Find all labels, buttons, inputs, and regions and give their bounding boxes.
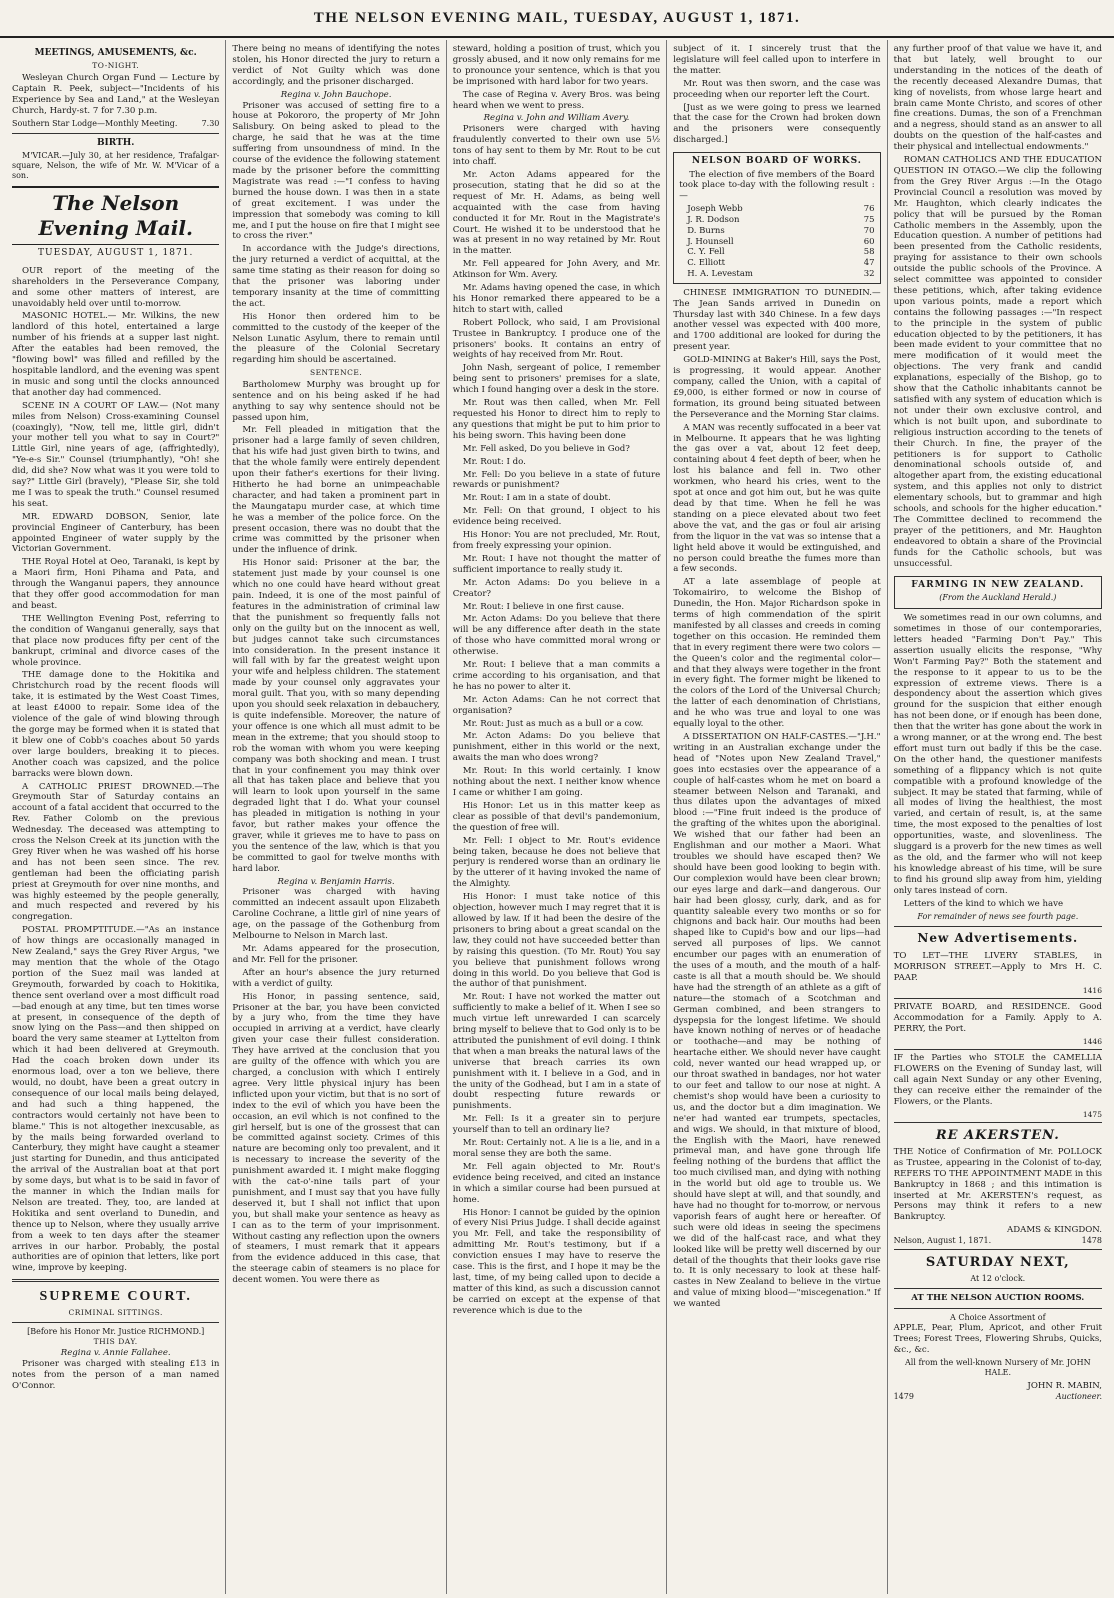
article-paragraph: Mr. Acton Adams: Do you believe in a Creator? <box>452 577 661 599</box>
article-paragraph: Mr. Acton Adams: Do you believe that punishment, either in this world or the next, awaits the man who does wrong? <box>452 731 661 764</box>
ad-role: Auctioneer. <box>1055 1391 1102 1401</box>
vote-count: 75 <box>863 215 875 226</box>
article-paragraph: MR. EDWARD DOBSON, Senior, late provincial Engineer of Canterbury, has been appointed Engineer of water supply by the Victorian Government. <box>12 511 220 555</box>
ad-footer <box>894 1392 1102 1402</box>
farming-heading: FARMING IN NEW ZEALAND. <box>911 579 1085 590</box>
article-paragraph: Bartholomew Murphy was brought up for sentence and on his being asked if he had anything to say why sentence should not be passed upon him, <box>232 379 440 423</box>
vote-count: 60 <box>863 236 875 247</box>
article-paragraph: His Honor: You are not precluded, Mr. Rout, from freely expressing your opinion. <box>452 530 661 551</box>
ad-text: PRIVATE BOARD, and RESIDENCE. Good Accommodation for a Family. Apply to A. PERRY, the Port. <box>893 1002 1102 1034</box>
article-paragraph: Prisoner was charged with having committed an indecent assault upon Elizabeth Caroline Cochrane, a little girl of nine years of age, on the passage of the Gothenburg from Melbourne to Nelson in March last. <box>232 887 440 942</box>
ad-place: AT THE NELSON AUCTION ROOMS. <box>911 1293 1085 1304</box>
article-paragraph: OUR report of the meeting of the shareholders in the Perseverance Company, and some other matters of interest, are unavoidably held over until to-morrow. <box>12 265 220 309</box>
criminal-sittings-label: CRIMINAL SITTINGS. <box>68 1308 163 1318</box>
case-title: Regina v. Benjamin Harris. <box>277 876 395 887</box>
article-paragraph: POSTAL PROMPTITUDE.—"As an instance of how things are occasionally managed in New Zealand," says the Grey River Argus, "we may mention that the whole of the Otago portion of the Suez mail was landed at Greymouth, forwarded by coach to Hokitika, thence sent overland over a most difficult road—bad enough at any time, but ten times worse at present, in consequence of the depth of snow lying on the Pass—and then shipped on board the very same steamer at Lyttelton from which it had been delivered at Greymouth. Had the coach broken down under its enormous load, over a ton we believe, there would, no doubt, have been a great outcry in consequence of our local mails being delayed, and had such a thing happened, the contractors would certainly not have been to blame." This is not altogether inexcusable, as by the mails being forwarded overland to Canterbury, they might have caught a steamer just starting for Dunedin, and thus anticipated the arrival of the Australian boat at that port by some days, but what is to be said in favor of the manner in which the Indian mails for Nelson are treated. They, too, are landed at Hokitika and sent overland to Dunedin, and thence up to Nelson, where they usually arrive from a week to ten days after the steamer arrives in our harbor. Probably, the postal authorities are of opinion that letters, like port wine, improve by keeping. <box>12 925 220 1274</box>
article-paragraph: Mr. Fell appeared for John Avery, and Mr. Atkinson for Wm. Avery. <box>452 259 661 281</box>
article-paragraph: Mr. Rout: Just as much as a bull or a cow. <box>462 718 644 729</box>
article-paragraph: Prisoner was charged with stealing £13 in notes from the person of a man named O'Connor. <box>12 1359 220 1391</box>
article-paragraph: His Honor, in passing sentence, said, Prisoner at the bar, you have been convicted by a jury who, from the time they have occupied in arriving at a verdict, have clearly given your case their fullest consideration. They have arrived at the conclusion that you are guilty of the offence with which you are charged, a conclusion with which I entirely agree. Very little physical injury has been inflicted upon your victim, but that is no sort of index to the evil of which you have been the occasion, an evil which is not confined to the girl herself, but is one of the grossest that can be committed against society. Crimes of this nature are becoming only too prevalent, and it is necessary to increase the severity of the punishment awarded it. I might make flogging with the cat-o'-nine tails part of your punishment, and I must say that you have fully deserved it, but I shall not inflict that upon you, but shall make your sentence as heavy as I can as to the term of your imprisonment. Without casting any reflection upon the owners of steamers, I must remark that it appears from the evidence adduced in this case, that the steerage cabin of steamers is no place for decent women. You were there as <box>232 991 440 1286</box>
result-row <box>687 247 874 258</box>
candidate-name: J. R. Dodson <box>687 215 740 226</box>
ad-number: 1475 <box>1082 1109 1102 1119</box>
article-paragraph: A DISSERTATION ON HALF-CASTES.—"J.H." writing in an Australian exchange under the head of "Notes upon New Zealand Travel," goes into ecstasies over the appearance of a couple of half-castes whom he met on board a steamer between Nelson and Taranaki, and thus dilates upon the advantages of mixed blood :—"Fine fruit indeed is the produce of the grafting of the whites upon the aboriginal. We wished that our father had been an Englishman and our mother a Maori. What troubles we should have escaped then? We should have been good looking to begin with. Our complexion would have been clear brown; our eyes large and dark—and dangerous. Our hair had been glossy, curly, dark, and as for quantity saleable every two months or so for chignons and back hair. Our mouths had been shaped like to Cupid's bow and our lips—had served all purposes of lips. We cannot encumber our pages with an enumeration of the uses of a mouth, and the mouth of a half-caste is all that a mouth should be. We should have had the strength of an athlete as a gift of nature—the stomach of a Scotchman and German combined, and been strangers to dyspepsia for the longest lifetime. We should have known nothing of nerves or of headache or toothache—and may be nothing of heartache either. We should never have caught cold, never wanted our head wrapped up, or our throat swathed in bandages, nor hot water to our feet and tallow to our nose at night. A chemist's shop would have been a curiosity to us, and the doctor but a dim imagination. We ne'er had wanted ear trumpets, spectacles, and wigs. We should, in that mixture of blood, the English with the Maori, have renewed primeval man, and have gone through life feeling nothing of the burdens that afflict the too much civilised man, and dying with nothing in the world but old age to trouble us. We should have slept at will, and that soundly, and have had no thought for to-morrow, or nervous vaporish fears of aught here or hereafter. Of such were old ideas in seeing the specimens we did of the half-cast race, and what they looked like will be pretty well discerned by our detail of the thoughts that their looks gave rise to. It is only necessary to look at these half-castes in New Zealand to believe in the virtue and value of mixing blood—"miscegenation." If we wanted <box>673 732 881 1310</box>
column-5 <box>888 40 1108 1594</box>
article-paragraph: THE damage done to the Hokitika and Christchurch road by the recent floods will take, it is estimated by the West Coast Times, at least £4000 to repair. Some idea of the violence of the gale of wind blowing through the gorge may be formed when it is stated that it blew one of Cobb's coaches about 50 yards over large boulders, breaking it to pieces. Another coach was capsized, and the police barracks were blown down. <box>12 670 220 779</box>
article-paragraph: MASONIC HOTEL.— Mr. Wilkins, the new landlord of this hotel, entertained a large number of his friends at a supper last night. After the eatables had been removed, the "flowing bowl" was filled and refilled by the hospitable landlord, and the evening was spent in music and song until the clocks announced that another day had commenced. <box>12 311 220 398</box>
ad-number: 1479 <box>893 1391 914 1401</box>
advertisement <box>894 1123 1102 1250</box>
advertisement <box>894 999 1102 1050</box>
column-1 <box>6 40 226 1594</box>
vote-count: 70 <box>863 225 875 236</box>
article-paragraph: Mr. Fell: Do you believe in a state of future rewards or punishment? <box>452 469 661 491</box>
meetings-heading: MEETINGS, AMUSEMENTS, &c. <box>34 48 197 58</box>
article-paragraph: Prisoner was accused of setting fire to a house at Pokororo, the property of Mr John Salisbury. On being asked to plead to the charge, he said that he was at the time suffering from unsoundness of mind. In the course of the evidence the following statement made by the prisoner before the committing Magistrate was read :—"I confess to having burned the house down. I was then in a state of great excitement. I was under the impression that somebody was coming to kill me, and I put the house on fire that I might see to cross the river." <box>232 100 440 242</box>
ad-text: THE Notice of Confirmation of Mr. POLLOCK as Trustee, appearing in the Colonist of to-day, REFERS TO THE APPOINTMENT MADE in this Bankruptcy in 1868 ; and this intimation is inserted at Mr. AKERSTEN's request, as Persons may think it refers to a new Bankruptcy. <box>893 1146 1102 1223</box>
article-paragraph: [Just as we were going to press we learned that the case for the Crown had broken down and the prisoners were consequently discharged.] <box>673 102 881 146</box>
article-paragraph: AT a late assemblage of people at Tokomairiro, to welcome the Bishop of Dunedin, the Hon. Major Richardson spoke in terms of high commendation of the spirit manifested by all classes and creeds in coming together on this occasion. He reminded them that in every regiment there were two colors — the Queen's color and the regimental color— and that they always were together in the front in every fight. The former might be likened to the colors of the Lord of the Universal Church; the latter of each denomination of Christians, and he who was true and loyal to one was equally loyal to the other. <box>673 577 881 730</box>
article-paragraph: Mr. Fell asked, Do you believe in God? <box>462 443 630 454</box>
article-paragraph: After an hour's absence the jury returned with a verdict of guilty. <box>232 967 440 989</box>
result-row <box>687 258 874 269</box>
meeting-notice: Wesleyan Church Organ Fund — Lecture by Captain R. Peek, subject—"Incidents of his Experience by Sea and Land," at the Wesleyan Church, Hardy-st. 7 for 7.30 p.m. <box>12 72 220 116</box>
case-title: Regina v. John and William Avery. <box>483 113 630 124</box>
board-intro: The election of five members of the Board took place to-day with the following result :— <box>679 169 875 202</box>
article-paragraph: The case of Regina v. Avery Bros. was being heard when we went to press. <box>452 89 661 111</box>
article-paragraph: Mr. Rout: I have not thought the matter of sufficient importance to really study it. <box>452 553 661 575</box>
board-of-works-box <box>673 152 880 284</box>
candidate-name: D. Burns <box>687 225 725 236</box>
continuation-note: For remainder of news see fourth page. <box>917 911 1079 921</box>
article-paragraph: steward, holding a position of trust, which you grossly abused, and it now only remains for me to pronounce your sentence, which is that you be imprisoned with hard labor for two years. <box>452 44 661 87</box>
column-2 <box>226 40 446 1594</box>
article-paragraph: Mr. Fell again objected to Mr. Rout's evidence being received, and cited an instance in which a similar course had been pursued at home. <box>452 1161 661 1205</box>
article-paragraph: Mr. Rout was then called, when Mr. Fell requested his Honor to direct him to reply to any questions that might be put to him prior to his being sworn. This having been done <box>452 398 661 441</box>
article-paragraph: ROMAN CATHOLICS AND THE EDUCATION QUESTION IN OTAGO.—We clip the following from the Grey River Argus :—In the Otago Provincial Council a resolution was moved by Mr. Haughton, which clearly indicates the policy that will be pursued by the Roman Catholic members in the Assembly, upon the Education question. A number of petitions had been presented from the Catholic residents, praying for assistance to their own schools outside the public schools of the Province. A select committee was appointed to consider these petitions, which, after taking evidence upon various points, made a report which contains the following passages :—"In respect to the principle in the system of public education objected to by the petitioners, it has been made evident to your committee that no mere modification of it would meet the objections. The very frank and candid explanations, especially of the Bishop, go to show that the Catholic inhabitants cannot be satisfied with any system of education which is not under their own exclusive control, and which is not built upon, and subordinate to religious instruction according to the tenets of their Church. In fine, the prayer of the petitioners is for support to Catholic denominational schools outside of, and altogether apart from, the existing educational system, and this applies not only to district elementary schools, but to grammar and high schools, and schools for the higher education." The Committee declined to recommend the prayer of the petitioners, and Mr. Haughton endeavored to obtain a share of the Provincial funds for the Catholic schools, but was unsuccessful. <box>893 155 1102 569</box>
column-4 <box>667 40 887 1594</box>
article-paragraph: Mr. Acton Adams appeared for the prosecution, stating that he did so at the request of Mr. H. Adams, as being well acquainted with the case from having conducted it for Mr. Rout in the Magistrate's Court. He wished it to be understood that he was at present in no way retained by Mr. Rout in the matter. <box>452 169 661 257</box>
candidate-name: J. Hounsell <box>687 236 734 247</box>
this-day-label: THIS DAY. <box>93 1336 138 1346</box>
ad-number: 1478 <box>1081 1236 1102 1246</box>
supreme-court-heading: SUPREME COURT. <box>39 1289 192 1305</box>
article-paragraph: Mr. Fell: I object to Mr. Rout's evidence being taken, because he does not believe that perjury is rendered worse than an ordinary lie by the utterer of it having invoked the name of the Almighty. <box>452 835 661 890</box>
article-paragraph: In accordance with the Judge's directions, the jury returned a verdict of acquittal, at the same time stating as their reason for doing so that the prisoner was laboring under temporary insanity at the time of committing the act. <box>232 244 440 309</box>
result-row <box>687 269 874 280</box>
ad-signature: ADAMS & KINGDON. <box>1007 1225 1102 1236</box>
ad-footer <box>894 1236 1102 1246</box>
advertisement <box>894 1250 1102 1405</box>
article-paragraph: A CATHOLIC PRIEST DROWNED.—The Greymouth Star of Saturday contains an account of a fatal accident that occurred to the Rev. Father Colomb on the previous Wednesday. The deceased was attempting to cross the Nelson Creek at its junction with the Grey River when he was washed off his horse and has not been seen since. The rev. gentleman had been the officiating parish priest at Greymouth for over nine months, and was highly esteemed by the people generally, and much respected and revered by his congregation. <box>12 781 220 923</box>
dateline: TUESDAY, AUGUST 1, 1871. <box>38 248 194 259</box>
ad-text: TO LET—THE LIVERY STABLES, in MORRISON STREET.—Apply to Mrs H. C. PAAP. <box>893 950 1102 983</box>
article-paragraph: THE Wellington Evening Post, referring to the condition of Wanganui generally, says that that place now produces fifty per cent of the bankrupt, criminal and divorce cases of the whole province. <box>12 613 220 668</box>
meeting-name: Southern Star Lodge—Monthly Meeting. <box>12 118 178 128</box>
farming-box <box>894 576 1102 610</box>
before-judge-line: [Before his Honor Mr. Justice RICHMOND.] <box>27 1326 205 1336</box>
article-paragraph: Mr. Rout: I do. <box>462 456 526 467</box>
candidate-name: C. Y. Fell <box>687 247 725 258</box>
column-3 <box>447 40 667 1594</box>
meeting-time: 7.30 <box>201 118 220 128</box>
article-paragraph: Letters of the kind to which we have <box>903 898 1064 909</box>
result-row <box>687 226 874 237</box>
article-paragraph: Mr. Rout: I am in a state of doubt. <box>462 493 611 504</box>
article-paragraph: Mr. Acton Adams: Can he not correct that organisation? <box>452 694 661 716</box>
birth-notice: M'VICAR.—July 30, at her residence, Trafalgar-square, Nelson, the wife of Mr. W. M'Vicar of a son. <box>12 151 220 181</box>
article-paragraph: His Honor: I cannot be guided by the opinion of every Nisi Prius Judge. I shall decide against you Mr. Fell, and take the responsibility of admitting Mr. Rout's testimony, but if a conviction ensues I may have to reserve the case. This is the first, and I hope it may be the last, time, of my being called upon to decide a matter of this kind, as such a discussion cannot be carried on except at the expense of that reverence which is due to the <box>452 1207 661 1316</box>
ad-title: SATURDAY NEXT, <box>925 1255 1070 1271</box>
ad-date: Nelson, August 1, 1871. <box>893 1236 992 1246</box>
article-paragraph: THE Royal Hotel at Oeo, Taranaki, is kept by a Maori firm, Honi Pihama and Pata, and through the Wanganui papers, they announce that they offer good accommodation for man and beast. <box>12 557 220 611</box>
new-ads-heading: New Advertisements. <box>917 930 1079 945</box>
article-paragraph: Mr. Adams appeared for the prosecution, and Mr. Fell for the prisoner. <box>232 944 440 965</box>
candidate-name: H. A. Levestam <box>687 268 753 279</box>
board-heading: NELSON BOARD OF WORKS. <box>691 156 862 167</box>
article-paragraph: Mr. Acton Adams: Do you believe that there will be any difference after death in the state of those who have committed moral wrong or otherwise. <box>452 614 661 658</box>
vote-count: 76 <box>863 204 875 215</box>
sentence-heading: SENTENCE. <box>309 368 363 378</box>
masthead: THE NELSON EVENING MAIL, TUESDAY, AUGUST 1, 1871. <box>0 0 1114 38</box>
advertisement <box>894 1050 1102 1123</box>
article-paragraph: Mr. Rout: Certainly not. A lie is a lie, and in a moral sense they are both the same. <box>452 1138 661 1159</box>
article-paragraph: John Nash, sergeant of police, I remember being sent to prisoners' premises for a slate, which I found hanging over a desk in the store. <box>452 363 661 396</box>
article-paragraph: Mr. Rout was then sworn, and the case was proceeding when our reporter left the Court. <box>673 78 881 100</box>
case-title: Regina v. John Bauchope. <box>280 89 392 100</box>
article-paragraph: Prisoners were charged with having fraudulently converted to their own use 5½ tons of hay sent to them by Mr. Rout to be cut into chaff. <box>452 124 661 168</box>
advertisement <box>894 948 1102 999</box>
article-paragraph: SCENE IN A COURT OF LAW.— (Not many miles from Nelson) Cross-examining Counsel (coaxingly), "Now, tell me, little girl, didn't your mother tell you what to say in Court?" Little Girl, nine years of age, (affrightedly), "Ye-e-s Sir." Counsel (triumphantly), "Oh! she did, did she? Now what was it you were told to say?" Little Girl (bravely), "Please Sir, she told me I was to speak the truth." Counsel resumed his seat. <box>12 400 220 509</box>
article-paragraph: Mr. Fell pleaded in mitigation that the prisoner had a large family of seven children, that his wife had just given birth to twins, and that the whole family were entirely dependent upon their father's exertions for their living. Hitherto he had borne an unimpeachable character, and had taken a prominent part in the Maungatapu murder case, at which time he was a member of the police force. On the present occasion, there was no doubt that the crime was committed by the prisoner when under the influence of drink. <box>232 425 440 556</box>
article-paragraph: Mr. Fell: Is it a greater sin to perjure yourself than to tell an ordinary lie? <box>452 1114 661 1136</box>
article-paragraph: GOLD-MINING at Baker's Hill, says the Post, is progressing, it would appear. Another company, called the Union, with a capital of £9,000, is either formed or now in course of formation, its ground being situated between the Perseverance and the Morning Star claims. <box>673 355 881 420</box>
article-paragraph: subject of it. I sincerely trust that the legislature will feel called upon to interfere in the matter. <box>673 44 881 76</box>
article-paragraph: His Honor said: Prisoner at the bar, the statement just made by your counsel is one which no one could have heard without great pain. Indeed, it is one of the most painful of features in the administration of criminal law that the punishment so frequently falls not only on the guilty but on the innocent as well, but judges cannot take such circumstances into consideration. In the present instance it will fall with by far the greatest weight upon your wife and helpless children. The statement made by your counsel only aggravates your moral guilt. That you, with so many depending upon you should seek relaxation in debauchery, is quite indefensible. Moreover, the nature of your offence is one which all must admit to be mean in the extreme; that you should stoop to rob the woman with whom you were keeping company was both shocking and mean. I trust that in your confinement you may think over all that has taken place and believe that you will learn to look upon yourself in the same degraded light that I do. What your counsel has pleaded in mitigation is nothing in your favor, but rather makes your offence the graver, while it grieves me to have to pass on you the sentence of the law, which is that you be committed to gaol for twelve months with hard labor. <box>232 558 440 874</box>
article-paragraph: Robert Pollock, who said, I am Provisional Trustee in Bankruptcy. I produce one of the prisoners' books. It contains an entry of weights of hay received from Mr. Rout. <box>452 317 661 361</box>
ad-text: A Choice Assortment of <box>950 1312 1046 1322</box>
article-paragraph: A MAN was recently suffocated in a beer vat in Melbourne. It appears that he was lighting the gas over a vat, about 12 feet deep, containing about 4 feet depth of beer, when he lost his balance and fell in. Two other workmen, who heard his cries, went to the spot at once and got him out, but he was quite dead by that time. When he fell he was standing on a piece elevated about two feet above the vat, and the gas or foul air arising from the liquor in the vat was so intense that a light held above it would be extinguished, and no person could breathe the fumes more than a few seconds. <box>673 422 881 575</box>
ad-signature: JOHN R. MABIN, <box>1027 1380 1102 1391</box>
article-paragraph: Mr. Rout: I have not worked the matter out sufficiently to make a belief of it. When I see so much virtue left unrewarded I can scarcely bring myself to believe that to God only is to be attributed the punishment of evil doing. I think that when a man breaks the natural laws of the universe that breach carries its own punishment with it. I believe in a God, and in the unity of the Godhead, but I am in a state of doubt respecting future rewards or punishments. <box>452 992 661 1112</box>
newspaper-page <box>0 38 1114 1594</box>
tonight-label: TO-NIGHT. <box>92 61 140 71</box>
candidate-name: Joseph Webb <box>687 204 743 215</box>
ad-text: IF the Parties who STOLE the CAMELLIA FLOWERS on the Evening of Sunday last, will call again Next Sunday or any other Evening, they can receive either the remainder of the Flowers, or the Plants. <box>893 1053 1102 1108</box>
candidate-name: C. Elliott <box>687 258 726 269</box>
election-results <box>679 204 874 279</box>
vote-count: 47 <box>863 258 875 269</box>
meeting-notice <box>12 119 219 129</box>
ad-number: 1416 <box>1082 985 1102 995</box>
vote-count: 32 <box>863 268 875 279</box>
article-paragraph: Mr. Rout: I believe that a man commits a crime according to his organisation, and that he has no power to alter it. <box>452 660 661 692</box>
article-paragraph: His Honor: I must take notice of this objection, however much I may regret that it is allowed by law. If it had been the desire of the prisoners to bring about a great scandal on the law, they could not have succeeded better than by raising this question. (To Mr. Rout) You say you believe that punishment follows wrong doing in this world. Do you believe that God is the author of that punishment. <box>452 892 661 990</box>
ad-title: RE AKERSTEN. <box>935 1128 1060 1144</box>
article-paragraph: His Honor then ordered him to be committed to the custody of the keeper of the Nelson Lunatic Asylum, there to remain until the pleasure of the Colonial Secretary regarding him should be ascertained. <box>232 311 440 366</box>
article-paragraph: Mr. Rout: I believe in one first cause. <box>462 601 625 612</box>
farming-source: (From the Auckland Herald.) <box>939 592 1057 602</box>
article-paragraph: There being no means of identifying the notes stolen, his Honor directed the jury to return a verdict of Not Guilty which was done accordingly, and the prisoner discharged. <box>232 44 440 87</box>
ad-time: At 12 o'clock. <box>970 1273 1026 1283</box>
result-row <box>687 237 874 248</box>
article-paragraph: Mr. Rout: In this world certainly. I know nothing about the next. I neither know whence I came or whither I am going. <box>452 766 661 798</box>
article-paragraph: His Honor: Let us in this matter keep as clear as possible of that devil's pandemonium, the question of free will. <box>452 800 661 833</box>
case-title: Regina v. Annie Fallahee. <box>60 1348 171 1359</box>
article-paragraph: CHINESE IMMIGRATION TO DUNEDIN.—The Jean Sands arrived in Dunedin on Thursday last with 340 Chinese. In a few days another vessel was expected with 400 more, and 1700 additional are looked for during the present year. <box>673 287 881 353</box>
ad-text: APPLE, Pear, Plum, Apricot, and other Fruit Trees; Forest Trees, Flowering Shrubs, Quicks, &c., &c. <box>893 1322 1102 1355</box>
article-paragraph: We sometimes read in our own columns, and sometimes in those of our contemporaries, letters headed "Farming Don't Pay." This assertion usually elicits the response, "Why Won't Farming Pay?" Both the statement and the response to it appear to us to be the expression of extreme views. There is a despondency about the assertion which gives ground for the suspicion that either enough has not been done, or if enough has been done, then that the writer has gone about the work in a wrong manner, or at the wrong end. The best effort must turn out badly if this be the case. On the other hand, the questioner manifests something of a flippancy which is not quite compatible with a profound knowledge of the subject. It may be stated that farming, while of all modes of living the healthiest, the most varied, and certain of result, is, at the same time, the most exposed to the penalties of lost opportunities, waste, and slovenliness. The sluggard is a proverb for the new times as well as the old, and the farmer who will not keep his knowledge abreast of his time, will be sure to find his ground slip away from him, yielding only tares instead of corn. <box>893 613 1102 896</box>
result-row <box>687 204 874 215</box>
birth-heading: BIRTH. <box>96 137 135 148</box>
result-row <box>687 215 874 226</box>
article-paragraph: any further proof of that value we have it, and that but lately, well brought to our understanding in the notices of the death of the recently deceased Alexandre Dumas, that king of novelists, from whose large heart and brain came Monte Christo, and scores of other fine creations. Dumas, the son of a Frenchman and a negress, should stand as an answer to all doubts on the question of the half-castes and their physical and intellectual endowments." <box>893 44 1102 153</box>
paper-title: The Nelson Evening Mail. <box>12 186 219 246</box>
vote-count: 58 <box>863 247 875 258</box>
article-paragraph: Mr. Fell: On that ground, I object to his evidence being received. <box>452 506 661 528</box>
ad-number: 1446 <box>1082 1036 1102 1046</box>
ad-text: All from the well-known Nursery of Mr. JOHN HALE. <box>905 1357 1091 1377</box>
article-paragraph: Mr. Adams having opened the case, in which his Honor remarked there appeared to be a hitch to start with, called <box>452 283 661 315</box>
